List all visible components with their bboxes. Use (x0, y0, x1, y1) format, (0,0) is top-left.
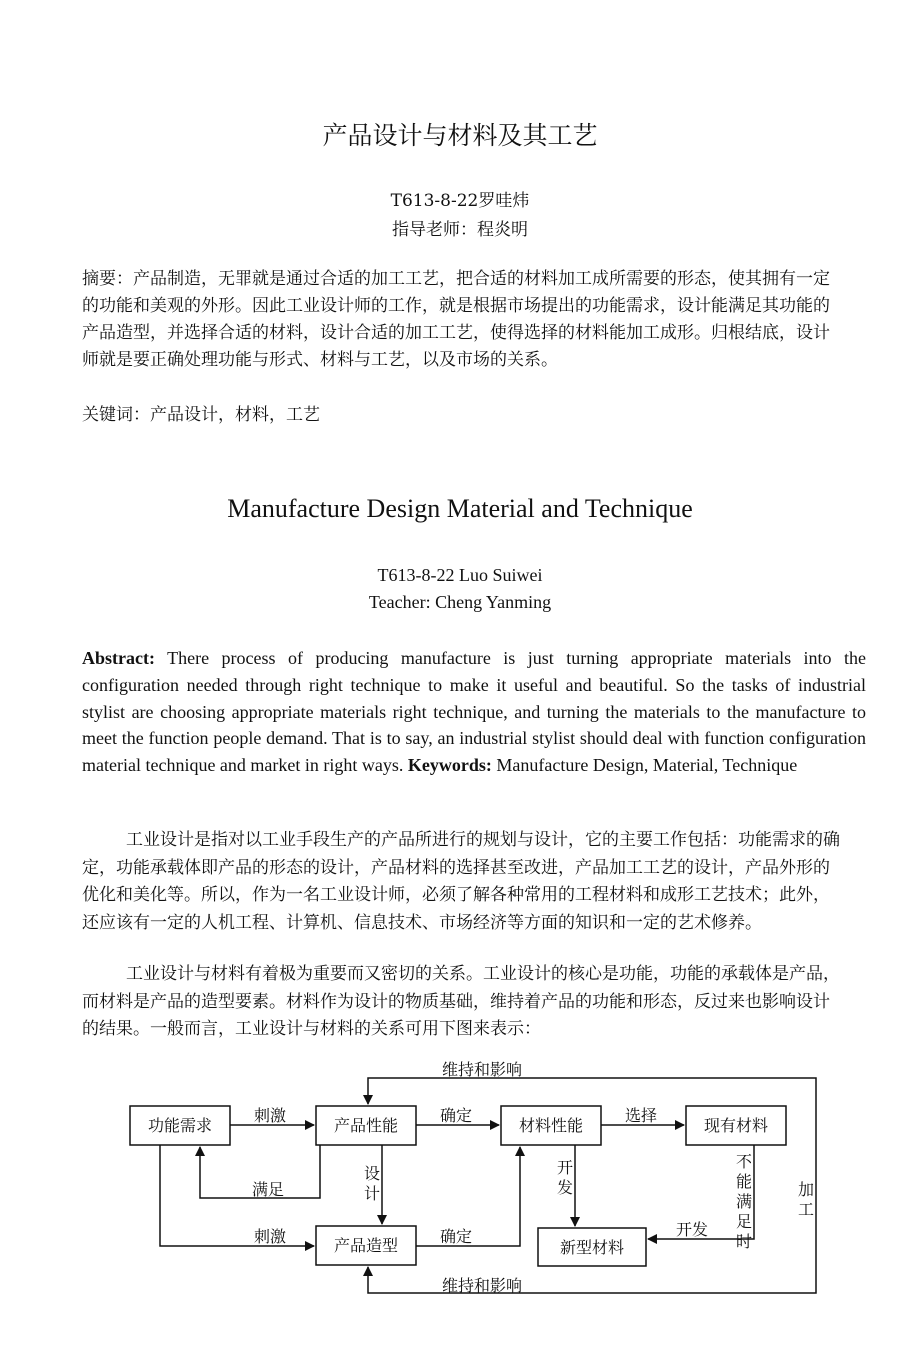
abstract-text: There process of producing manufacture is just turning appropriate materials into the configuration needed through right technique to make it useful and beautiful. So the tasks of industrial stylist are choosing appropriate materials right technique, and turning the materials to the manufacture to meet the function people demand. That is to say, an industrial stylist should deal with function configuration material technique and market in right ways. (82, 648, 866, 776)
label-design-char-1: 设 (363, 1164, 381, 1183)
label-function-demand: 功能需求 (147, 1116, 213, 1135)
english-teacher: Teacher: Cheng Yanming (368, 592, 552, 612)
keywords-text: Manufacture Design, Material, Technique (491, 755, 798, 776)
label-develop-char-2: 发 (556, 1178, 574, 1197)
arrow-stimulate-bottom (160, 1145, 314, 1246)
chinese-abstract: 摘要：产品制造，无罪就是通过合适的加工工艺，把合适的材料加工成所需要的形态，使其拥有一定的功能和美观的外形。因此工业设计师的工作，就是根据市场提出的功能需求，设计能满足其功能的产品造型，并选择合适的材料，设计合适的加工工艺，使得选择的材料能加工成形。归根结底，设计师就是要正确处理功能与形式、材料与工艺，以及市场的关系。 (82, 269, 830, 370)
label-product-form: 产品造型 (333, 1236, 399, 1255)
design-material-relationship-diagram (120, 1055, 840, 1305)
label-process-char-1: 加 (797, 1180, 815, 1199)
chinese-title: 产品设计与材料及其工艺 (322, 121, 598, 150)
label-cannot-char-1: 不 (735, 1152, 753, 1171)
abstract-label: Abstract: (82, 648, 155, 668)
label-stimulate-top: 刺激 (253, 1106, 287, 1125)
label-product-performance: 产品性能 (333, 1116, 399, 1135)
label-top-feedback: 维持和影响 (441, 1060, 523, 1079)
label-design-char-2: 计 (363, 1184, 381, 1203)
label-determine-top: 确定 (439, 1106, 473, 1125)
keywords-label: Keywords: (407, 755, 492, 776)
label-stimulate-bottom: 刺激 (253, 1227, 287, 1246)
chinese-author: T613-8-22罗哇炜 (390, 191, 530, 211)
label-cannot-char-3: 满 (735, 1192, 753, 1211)
label-select: 选择 (624, 1106, 658, 1125)
body-paragraph-2: 工业设计与材料有着极为重要而又密切的关系。工业设计的核心是功能，功能的承载体是产品，而材料是产品的造型要素。材料作为设计的物质基础，维持着产品的功能和形态，反过来也影响设计的结果。一般而言，工业设计与材料的关系可用下图来表示： (82, 964, 840, 1040)
chinese-keywords: 关键词：产品设计，材料，工艺 (82, 405, 320, 425)
label-material-performance: 材料性能 (518, 1116, 584, 1135)
label-determine-bottom: 确定 (439, 1227, 473, 1246)
label-existing-material: 现有材料 (703, 1116, 769, 1135)
label-bottom-feedback: 维持和影响 (441, 1276, 523, 1295)
label-develop-horizontal: 开发 (675, 1220, 709, 1239)
label-develop-char-1: 开 (556, 1158, 574, 1177)
body-paragraph-1: 工业设计是指对以工业手段生产的产品所进行的规划与设计，它的主要工作包括：功能需求的确定，功能承载体即产品的形态的设计，产品材料的选择甚至改进，产品加工工艺的设计，产品外形的优化和美化等。所以，作为一名工业设计师，必须了解各种常用的工程材料和成形工艺技术；此外，还应该有一定的人机工程、计算机、信息技术、市场经济等方面的知识和一定的艺术修养。 (82, 830, 840, 933)
english-author: T613-8-22 Luo Suiwei (377, 565, 543, 585)
label-cannot-char-2: 能 (735, 1172, 753, 1191)
label-cannot-char-5: 时 (735, 1232, 753, 1251)
label-new-material: 新型材料 (559, 1238, 625, 1257)
label-process-char-2: 工 (797, 1200, 815, 1219)
english-abstract (82, 645, 866, 779)
label-cannot-char-4: 足 (735, 1212, 753, 1231)
label-satisfy: 满足 (251, 1180, 285, 1199)
chinese-teacher: 指导老师：程炎明 (392, 220, 528, 240)
english-title: Manufacture Design Material and Technique (227, 494, 693, 523)
